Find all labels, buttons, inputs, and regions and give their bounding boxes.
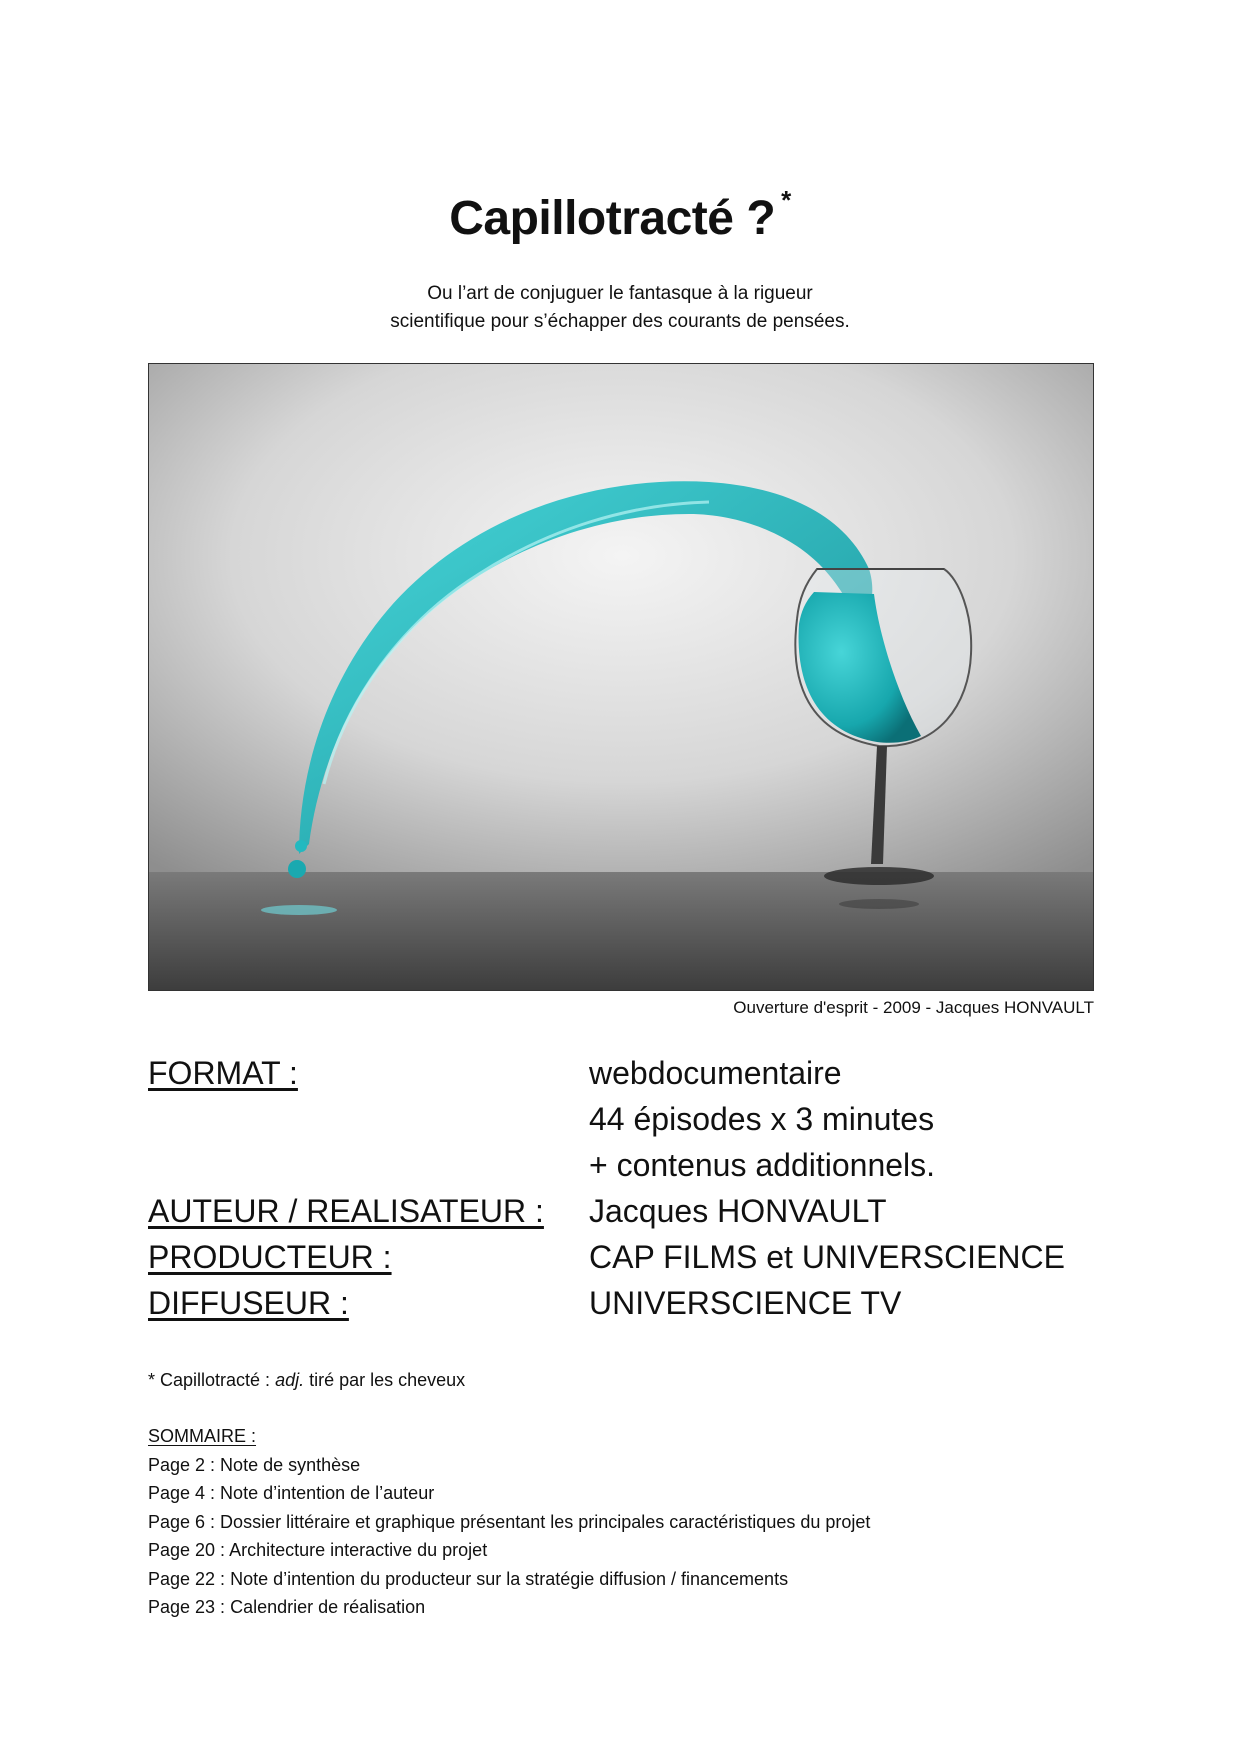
water-droplet [288,860,306,878]
info-row-broadcaster [148,1280,1108,1326]
table-of-contents [148,1422,870,1622]
subtitle [0,280,1240,336]
project-info [148,1050,1108,1326]
format-label: FORMAT : [148,1055,298,1091]
info-row-producer [148,1234,1108,1280]
footnote [148,1368,465,1392]
info-row-format [148,1050,1108,1188]
footnote-prefix: * Capillotracté : [148,1370,276,1390]
toc-item: Page 22 : Note d’intention du producteur sur la stratégie diffusion / financements [148,1568,789,1589]
toc-item: Page 6 : Dossier littéraire et graphique présentant les principales caractéristiques du projet [148,1511,871,1532]
page-title [0,178,1240,249]
producer-label: PRODUCTEUR : [148,1239,392,1275]
photo-table [149,872,1094,991]
footnote-definition: tiré par les cheveux [304,1370,466,1390]
subtitle-line-2: scientifique pour s’échapper des courants de pensées. [390,311,850,332]
glass-foot [824,867,934,885]
broadcaster-label: DIFFUSEUR : [148,1285,349,1321]
toc-item: Page 2 : Note de synthèse [148,1454,361,1475]
broadcaster-value: UNIVERSCIENCE TV [589,1285,902,1321]
toc-item: Page 23 : Calendrier de réalisation [148,1597,426,1617]
author-label: AUTEUR / REALISATEUR : [148,1193,544,1229]
info-row-author [148,1188,1108,1234]
subtitle-line-1: Ou l’art de conjuguer le fantasque à la rigueur [427,283,813,304]
glass-reflection [839,899,919,909]
water-puddle [261,905,337,915]
title-footnote-marker: * [781,185,791,215]
format-value: webdocumentaire [589,1055,842,1091]
format-values [589,1050,1108,1188]
title-text: Capillotracté ? [449,192,776,245]
toc-item: Page 4 : Note d’intention de l’auteur [148,1483,435,1503]
wine-glass-splash-illustration [149,364,1094,991]
toc-item: Page 20 : Architecture interactive du projet [148,1540,488,1560]
toc-title: SOMMAIRE : [148,1426,257,1446]
author-value: Jacques HONVAULT [589,1193,887,1229]
cover-photo [148,363,1094,991]
water-droplet [295,840,307,852]
photo-caption: Ouverture d'esprit - 2009 - Jacques HONVAULT [733,998,1094,1017]
producer-value: CAP FILMS et UNIVERSCIENCE [589,1239,1065,1275]
format-value: + contenus additionnels. [589,1147,936,1183]
footnote-abbr: adj. [275,1370,305,1390]
format-value: 44 épisodes x 3 minutes [589,1101,935,1137]
